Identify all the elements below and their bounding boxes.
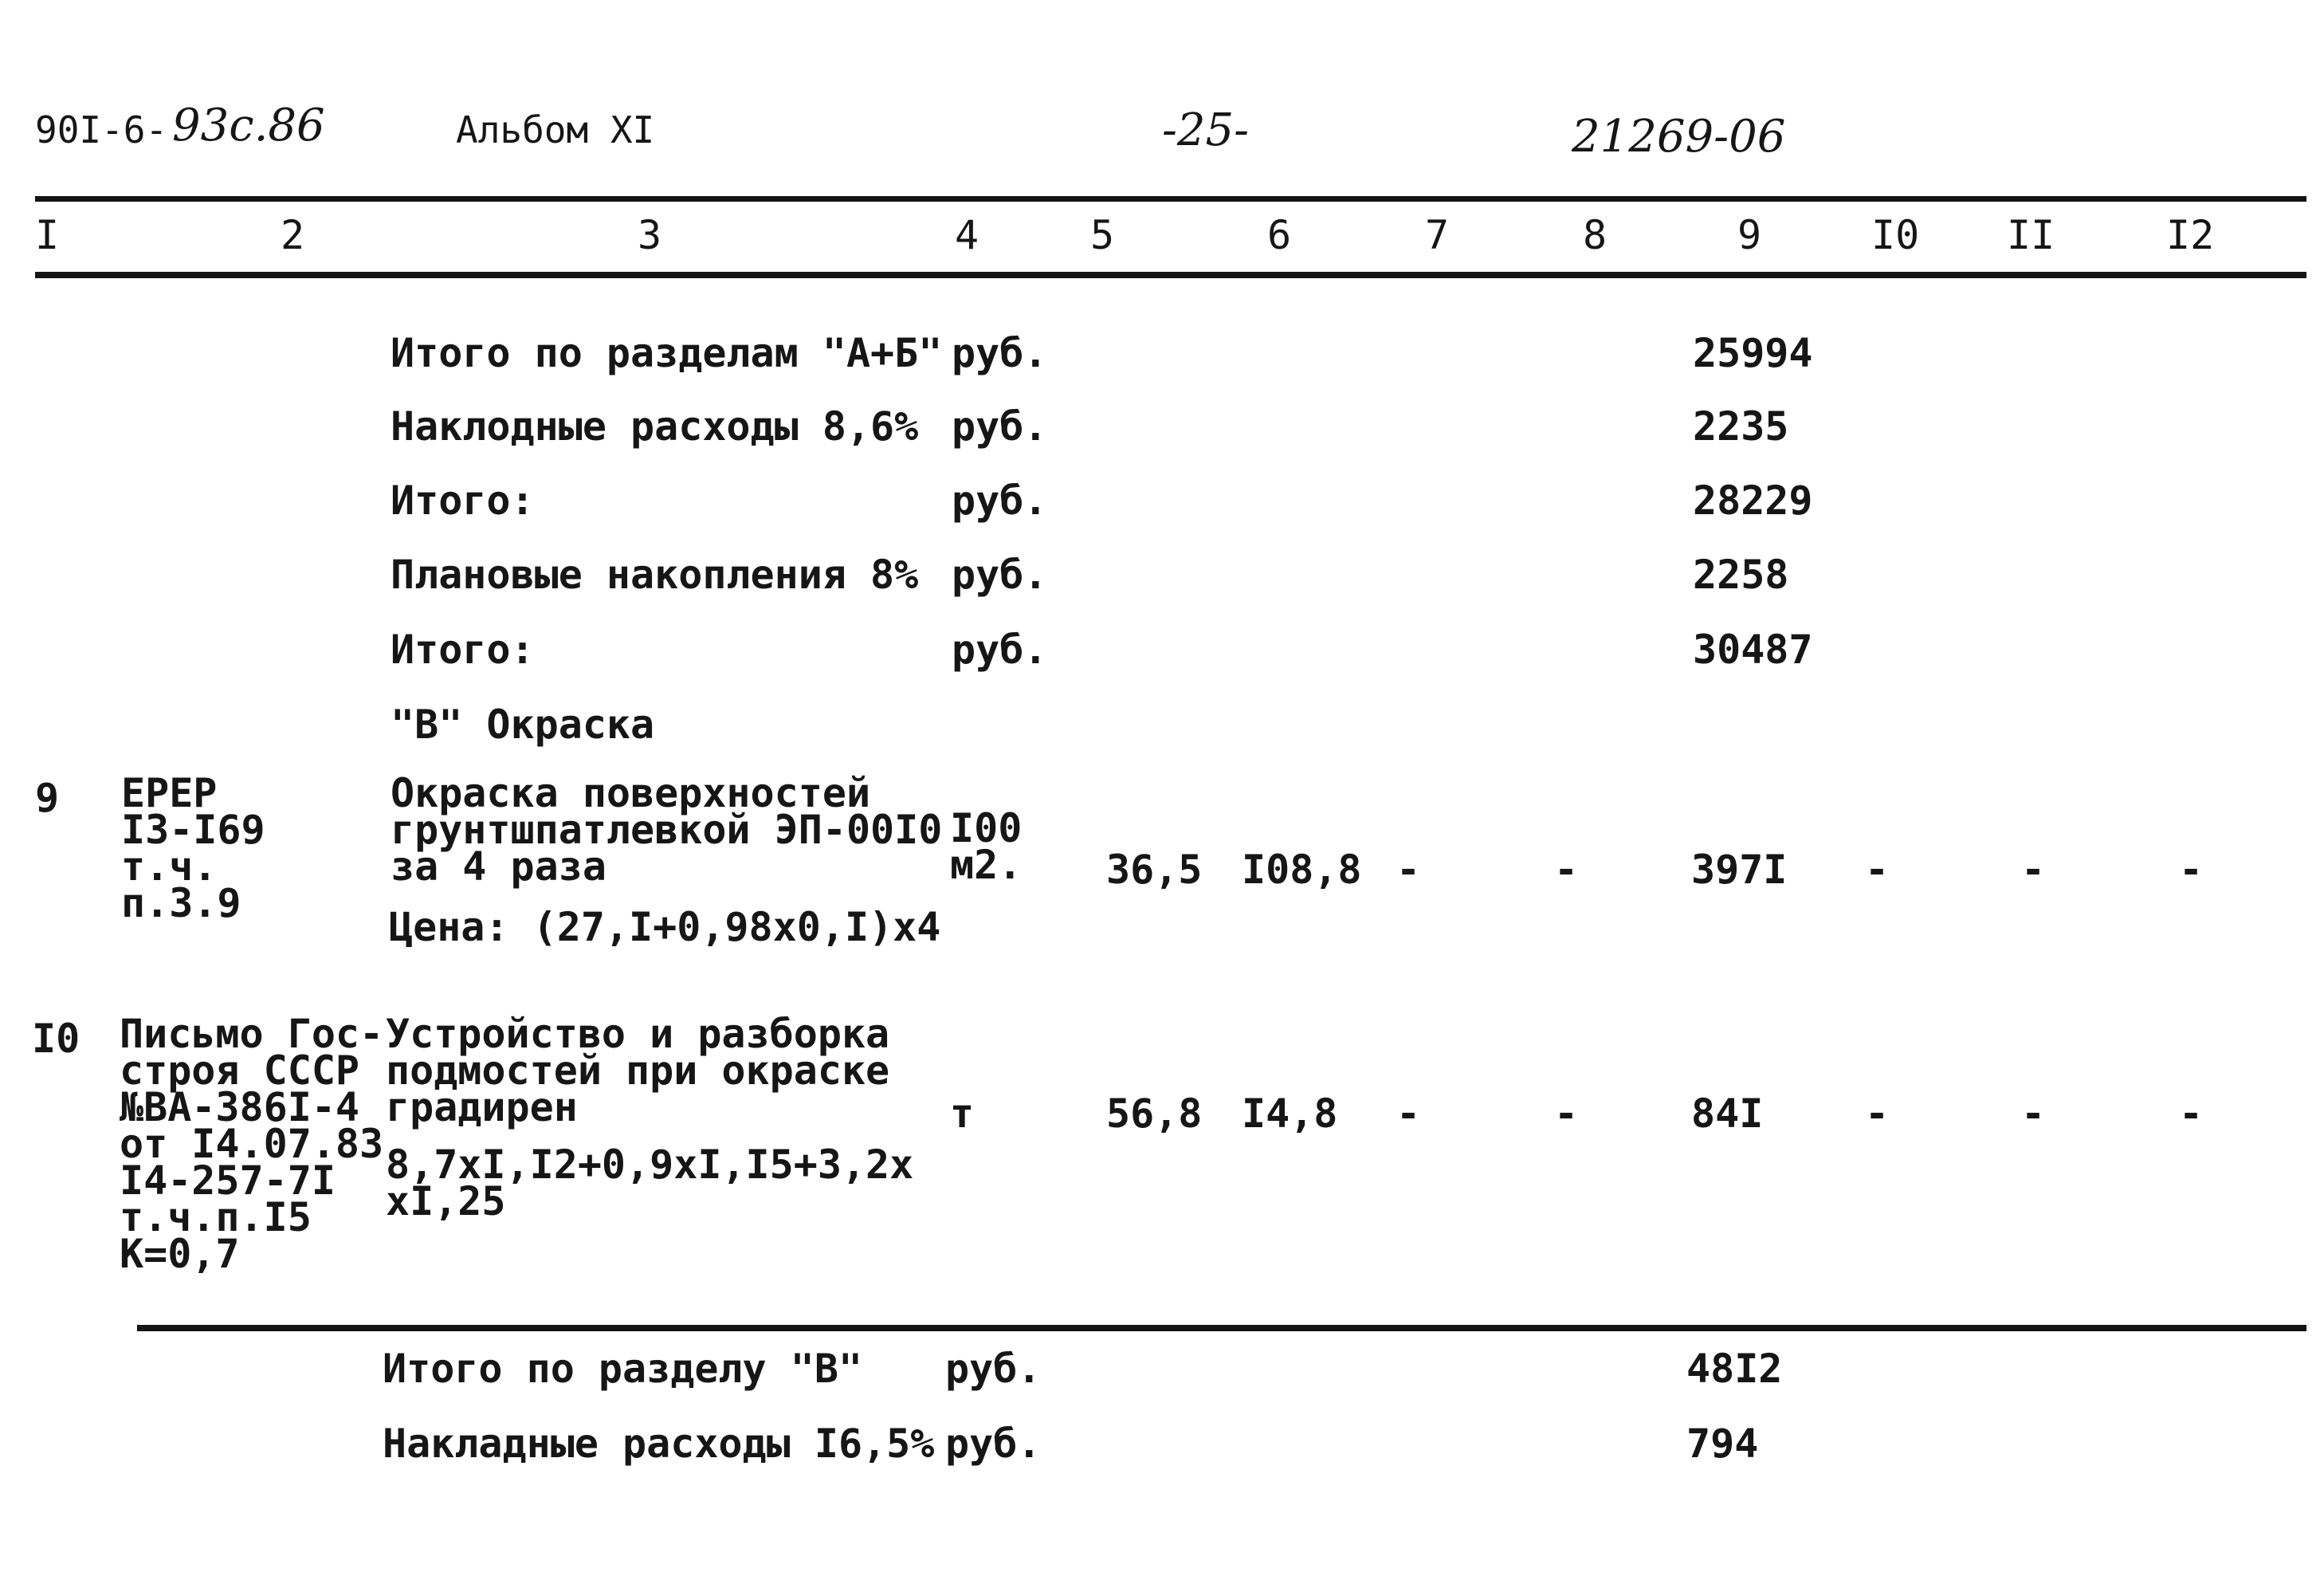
row-basis: Письмо Гос- строя СССР №ВА-386I-4 от I4.07.83 I4-257-7I т.ч.п.I5 К=0,7 [120,1011,384,1277]
col-header-8: 8 [1583,212,1608,258]
col-header-9: 9 [1737,212,1762,258]
col-header-4: 4 [955,212,979,258]
summary-label: Итого: [391,627,535,673]
row-basis: ЕРЕР I3-I69 т.ч. п.3.9 [121,770,265,926]
row-number: I0 [32,1016,80,1062]
row-price-note: 8,7xI,I2+0,9xI,I5+3,2x xI,25 [386,1142,914,1224]
row-col11: - [2021,847,2046,893]
row-price-note: Цена: (27,I+0,98x0,I)x4 [389,904,941,950]
row-unit-price: I4,8 [1242,1091,1338,1137]
row-col8: - [1554,1091,1579,1137]
summary-unit: руб. [952,477,1048,524]
row-quantity: 56,8 [1106,1091,1203,1137]
col-header-10: I0 [1871,212,1920,258]
row-col12: - [2179,1091,2204,1137]
page-number: -25- [1162,104,1250,156]
row-total: 397I [1691,847,1788,893]
summary-unit: руб. [945,1421,1042,1467]
summary-label: Итого по разделу "В" [383,1346,863,1392]
row-col7: - [1396,1091,1421,1137]
summary-unit: руб. [952,627,1048,673]
row-number: 9 [35,775,60,821]
row-col7: - [1396,847,1421,893]
summary-label: Накладные расходы I6,5% [383,1421,935,1467]
album-label: Альбом XI [456,108,655,151]
summary-total: 2258 [1693,552,1789,598]
summary-label: Плановые накопления 8% [391,552,919,598]
summary-total: 48I2 [1686,1346,1783,1392]
summary-label: Наклодные расходы 8,6% [391,403,919,450]
col-header-2: 2 [281,212,305,258]
summary-label: Итого по разделам "А+Б" [391,330,943,376]
col-header-12: I2 [2166,212,2215,258]
row-col12: - [2179,847,2204,893]
summary-unit: руб. [952,330,1048,376]
summary-total: 30487 [1693,627,1813,673]
col-header-11: II [2007,212,2055,258]
row-col10: - [1865,847,1890,893]
row-work-name: Устройство и разборка подмостей при окраске градирен [386,1011,890,1130]
summary-unit: руб. [952,403,1048,450]
doc-code-handwritten: 93c.86 [172,100,325,151]
summary-total: 28229 [1693,477,1813,524]
row-col11: - [2021,1091,2046,1137]
summary-label: Итого: [391,477,535,524]
col-header-6: 6 [1267,212,1292,258]
row-unit-price: I08,8 [1242,847,1362,893]
row-quantity: 36,5 [1106,847,1203,893]
header-bottom-rule [35,272,2306,278]
summary-total: 25994 [1693,330,1813,376]
row-unit: т [950,1091,975,1137]
project-code: 21269-06 [1572,111,1786,163]
summary-unit: руб. [952,552,1048,598]
summary-total: 2235 [1693,403,1789,450]
col-header-7: 7 [1425,212,1450,258]
col-header-5: 5 [1090,212,1115,258]
row-unit: I00 м2. [950,805,1023,888]
row-col8: - [1554,847,1579,893]
section-v-title: "В" Окраска [391,702,655,748]
header-top-rule [35,196,2306,202]
summary-unit: руб. [945,1346,1042,1392]
row-total: 84I [1691,1091,1764,1137]
row-col10: - [1865,1091,1890,1137]
row-work-name: Окраска поверхностей грунтшпатлевкой ЭП-00I0 за 4 раза [391,770,943,890]
section-separator-rule [137,1325,2306,1331]
col-header-3: 3 [638,212,662,258]
summary-total: 794 [1686,1421,1759,1467]
col-header-1: I [35,212,60,258]
doc-code-printed: 90I-6- [35,108,168,151]
